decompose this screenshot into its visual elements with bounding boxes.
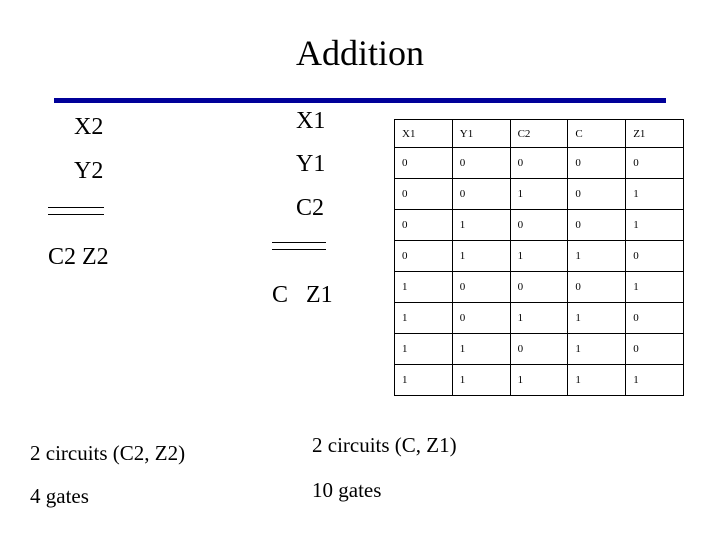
title-underline	[54, 98, 666, 103]
table-cell: 0	[568, 179, 626, 210]
table-row	[395, 272, 684, 303]
table-row	[395, 148, 684, 179]
table-cell: 1	[568, 365, 626, 396]
table-cell: 1	[626, 272, 684, 303]
table-cell: 1	[395, 272, 453, 303]
table-cell: 1	[452, 210, 510, 241]
table-cell: 1	[452, 241, 510, 272]
result-c2-z2: C2 Z2	[48, 244, 109, 270]
table-cell: 0	[452, 148, 510, 179]
table-cell: 0	[395, 241, 453, 272]
table-cell: 0	[395, 148, 453, 179]
table-cell: 1	[568, 241, 626, 272]
table-cell: 0	[626, 241, 684, 272]
table-cell: 1	[395, 334, 453, 365]
table-row	[395, 210, 684, 241]
right-circuits-note: 2 circuits (C, Z1)	[312, 433, 457, 457]
table-row	[395, 365, 684, 396]
table-cell: 0	[510, 272, 568, 303]
table-cell: 0	[452, 303, 510, 334]
table-cell: 1	[452, 365, 510, 396]
header-cell: Z1	[626, 120, 684, 148]
table-cell: 1	[568, 334, 626, 365]
right-sum-rule	[272, 242, 326, 250]
table-cell: 0	[452, 272, 510, 303]
table-cell: 0	[568, 148, 626, 179]
truth-table-header-row	[395, 120, 684, 148]
table-cell: 0	[510, 334, 568, 365]
table-cell: 0	[626, 303, 684, 334]
header-cell: X1	[395, 120, 453, 148]
table-cell: 1	[510, 179, 568, 210]
operand-y1: Y1	[296, 151, 326, 177]
page-title: Addition	[295, 33, 424, 73]
table-row	[395, 241, 684, 272]
table-cell: 1	[510, 365, 568, 396]
header-cell: C	[568, 120, 626, 148]
table-cell: 1	[568, 303, 626, 334]
table-cell: 1	[510, 241, 568, 272]
result-c-z1: C Z1	[272, 282, 333, 308]
table-row	[395, 303, 684, 334]
table-cell: 0	[510, 148, 568, 179]
table-cell: 1	[510, 303, 568, 334]
table-cell: 0	[452, 179, 510, 210]
table-cell: 0	[626, 148, 684, 179]
left-circuits-note: 2 circuits (C2, Z2)	[30, 441, 186, 465]
header-cell: C2	[510, 120, 568, 148]
table-row	[395, 179, 684, 210]
table-row	[395, 334, 684, 365]
operand-x1: X1	[296, 108, 326, 134]
table-cell: 1	[395, 365, 453, 396]
table-cell: 1	[626, 210, 684, 241]
table-cell: 1	[452, 334, 510, 365]
table-cell: 0	[568, 272, 626, 303]
table-cell: 0	[510, 210, 568, 241]
carry-in-c2: C2	[296, 195, 325, 221]
operand-x2: X2	[74, 114, 104, 140]
left-sum-rule	[48, 207, 104, 215]
truth-table	[394, 119, 684, 396]
operand-y2: Y2	[74, 158, 104, 184]
table-cell: 0	[568, 210, 626, 241]
table-cell: 1	[395, 303, 453, 334]
right-gates-note: 10 gates	[312, 478, 382, 502]
table-cell: 0	[626, 334, 684, 365]
table-cell: 0	[395, 210, 453, 241]
table-cell: 1	[626, 365, 684, 396]
left-gates-note: 4 gates	[30, 484, 89, 508]
table-cell: 0	[395, 179, 453, 210]
table-cell: 1	[626, 179, 684, 210]
header-cell: Y1	[452, 120, 510, 148]
